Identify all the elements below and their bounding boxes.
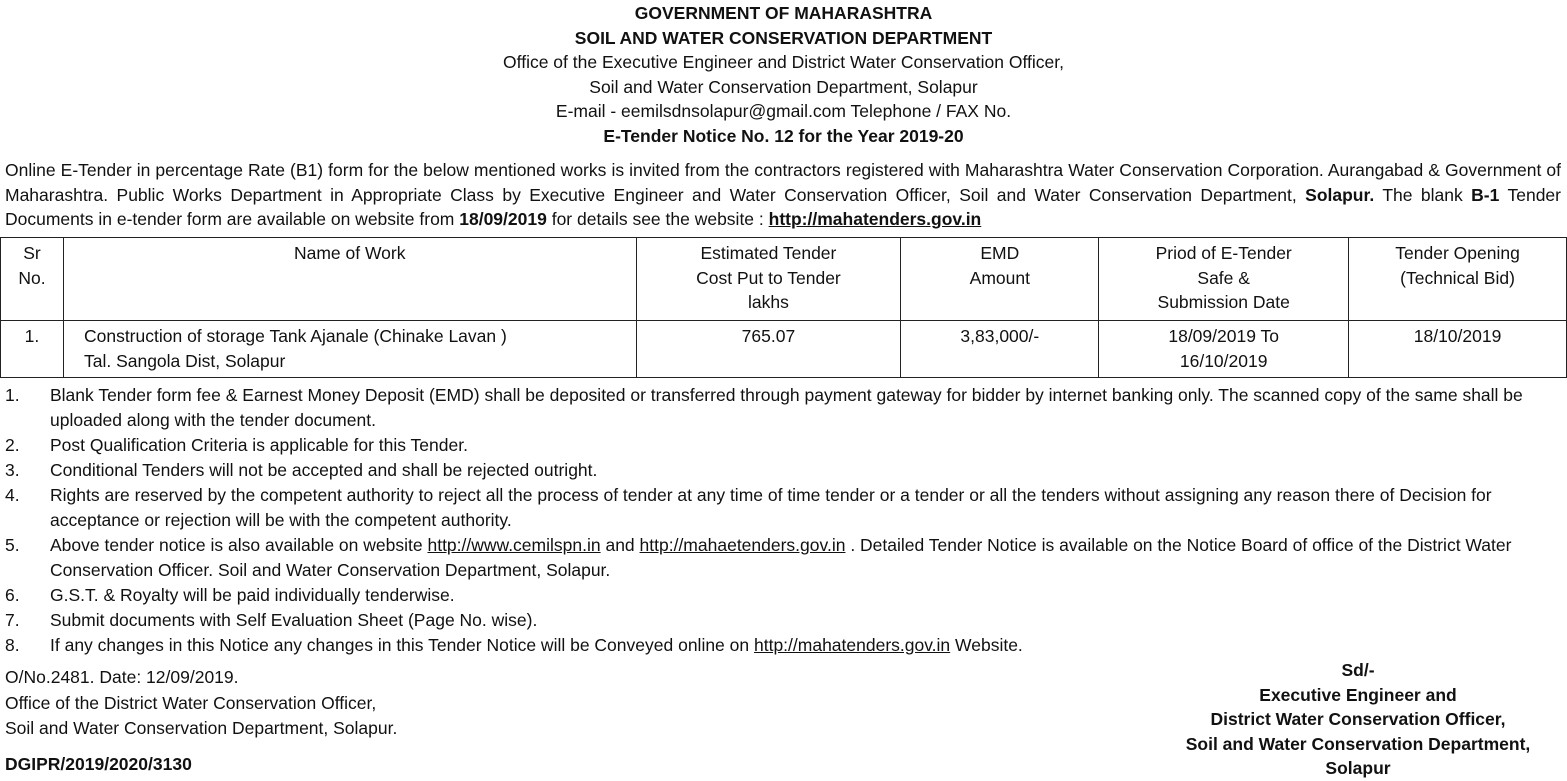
- list-item: 6. G.S.T. & Royalty will be paid individually tenderwise.: [5, 585, 455, 605]
- dgipr-code: DGIPR/2019/2020/3130: [5, 753, 192, 774]
- intro-paragraph: [5, 158, 1561, 232]
- signatory-office: District Water Conservation Officer,: [1210, 709, 1506, 729]
- contact-line: E-mail - eemilsdnsolapur@gmail.com Telephone / FAX No.: [555, 101, 1012, 121]
- header-tender-opening: Tender Opening (Technical Bid): [1349, 238, 1567, 321]
- table-header-row: [1, 238, 1567, 321]
- cell-opening: 18/10/2019: [1349, 321, 1567, 378]
- government-title: GOVERNMENT OF MAHARASHTRA: [634, 3, 933, 23]
- office-name: Office of the District Water Conservation Officer,: [5, 692, 377, 713]
- signatory-department: Soil and Water Conservation Department,: [1185, 733, 1531, 754]
- intro-place: Solapur.: [1305, 184, 1375, 205]
- intro-text-3: Tender Documents in e-tender form are available on website from: [5, 184, 1561, 229]
- header-period: Priod of E-Tender Safe & Submission Date: [1099, 238, 1349, 321]
- list-item: 8. If any changes in this Notice any changes in this Tender Notice will be Conveyed online on http://mahatenders.gov.in Website.: [5, 635, 1023, 655]
- header-emd-amount: EMD Amount: [901, 238, 1099, 321]
- list-item: 7. Submit documents with Self Evaluation Sheet (Page No. wise).: [5, 610, 538, 630]
- order-number: O/No.2481. Date: 12/09/2019.: [5, 667, 239, 687]
- table-row: [1, 321, 1567, 378]
- signatory-title: Executive Engineer and: [1259, 684, 1457, 705]
- cell-work: Construction of storage Tank Ajanale (Chinake Lavan ) Tal. Sangola Dist, Solapur: [63, 321, 636, 378]
- department-name: Soil and Water Conservation Department, Solapur.: [5, 718, 398, 738]
- intro-form: B-1: [1471, 184, 1500, 205]
- header-estimated-cost: Estimated Tender Cost Put to Tender lakhs: [636, 238, 901, 321]
- notice-header: [0, 0, 1567, 148]
- list-item: 1. Blank Tender form fee & Earnest Money Deposit (EMD) shall be deposited or transferred through payment gateway for bidder by internet banking only. The scanned copy of the same shall be uploaded along with the tender document.: [5, 385, 1523, 430]
- cell-sr: 1.: [1, 321, 64, 378]
- office-location: Soil and Water Conservation Department, Solapur: [589, 76, 978, 97]
- signature-block: [1150, 658, 1566, 781]
- header-sr-no: Sr No.: [1, 238, 64, 321]
- mahatenders-link[interactable]: http://mahatenders.gov.in: [753, 635, 951, 655]
- tender-table: [0, 237, 1567, 378]
- list-item: 4. Rights are reserved by the competent authority to reject all the process of tender at any time of time tender or a tender or all the tenders without assigning any reason there of Decision for acceptance or rejection will be with the competent authority.: [5, 485, 1492, 530]
- office-line: Office of the Executive Engineer and District Water Conservation Officer,: [503, 52, 1064, 72]
- notes-list: [5, 383, 1561, 658]
- list-item: 3. Conditional Tenders will not be accepted and shall be rejected outright.: [5, 460, 598, 480]
- intro-date: 18/09/2019: [459, 209, 547, 229]
- header-name-of-work: Name of Work: [63, 238, 636, 321]
- cell-cost: 765.07: [636, 321, 901, 378]
- intro-text-2: The blank: [1374, 184, 1472, 205]
- list-item: 5. Above tender notice is also available on website http://www.cemilspn.in and http://mahaetenders.gov.in . Detailed Tender Notice is available on the Notice Board of office of the District Water Conservation Officer. Soil and Water Conservation Department, Solapur.: [5, 535, 1512, 580]
- signed-mark: Sd/-: [1341, 660, 1375, 680]
- department-title: SOIL AND WATER CONSERVATION DEPARTMENT: [574, 27, 993, 48]
- intro-website-link[interactable]: http://mahatenders.gov.in: [768, 209, 982, 229]
- cell-emd: 3,83,000/-: [901, 321, 1099, 378]
- signatory-place: Solapur: [1325, 758, 1391, 778]
- mahaetenders-link[interactable]: http://mahaetenders.gov.in: [639, 535, 846, 555]
- cell-period: 18/09/2019 To 16/10/2019: [1099, 321, 1349, 378]
- cemilspn-link[interactable]: http://www.cemilspn.in: [427, 535, 601, 555]
- intro-text-1: Online E-Tender in percentage Rate (B1) form for the below mentioned works is invited from the contractors registered with Maharashtra Water Conservation Corporation. Aurangabad & Government of Maharashtra. Public Works Department in Appropriate Class by Executive Engineer and Water Conservation Officer, Soil and Water Conservation Department,: [5, 160, 1561, 205]
- order-details: [5, 665, 397, 777]
- intro-text-4: for details see the website :: [546, 209, 769, 229]
- list-item: 2. Post Qualification Criteria is applicable for this Tender.: [5, 435, 468, 455]
- notice-number: E-Tender Notice No. 12 for the Year 2019-20: [603, 125, 964, 146]
